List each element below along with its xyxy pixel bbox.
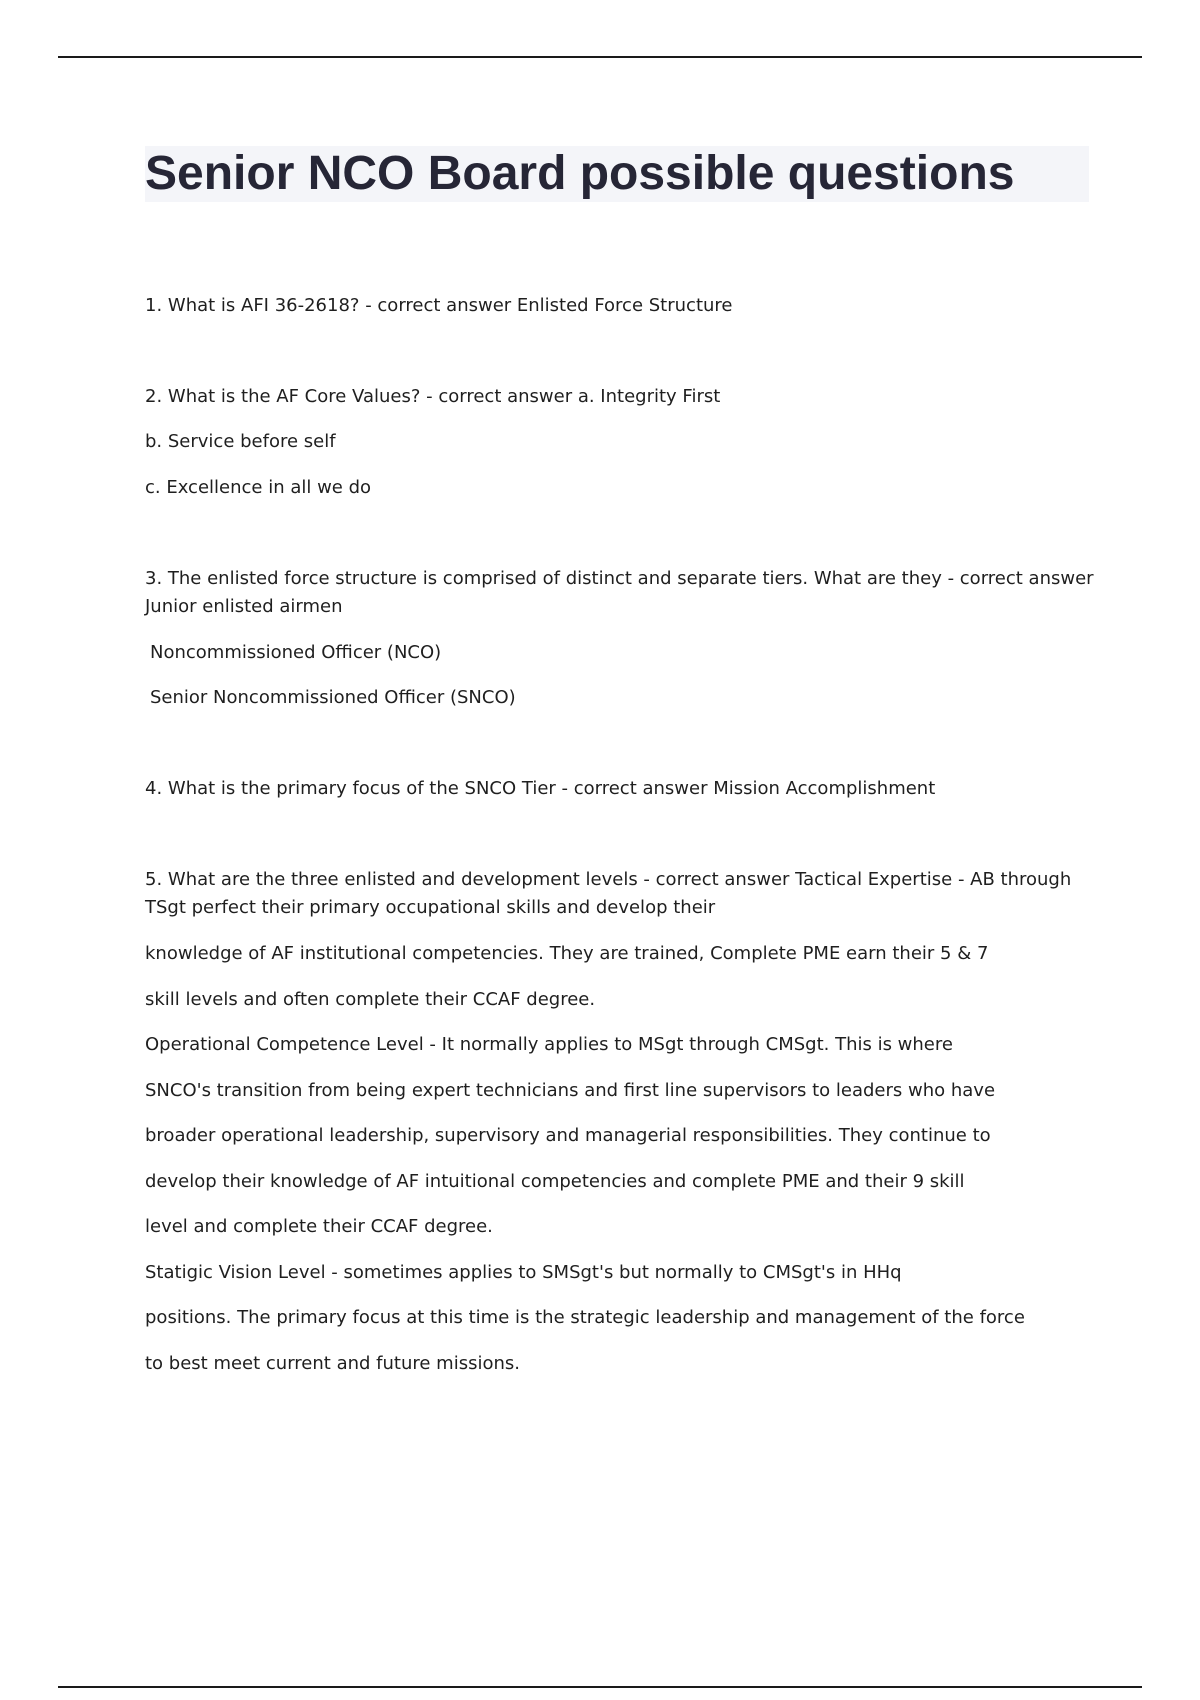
question-2-answer-c: c. Excellence in all we do	[145, 477, 372, 498]
question-4-line: 4. What is the primary focus of the SNCO Tier - correct answer Mission Accomplishment	[145, 778, 936, 799]
question-2-answer-b: b. Service before self	[145, 431, 336, 452]
question-5-text: level and complete their CCAF degree.	[145, 1216, 493, 1237]
question-5-text: knowledge of AF institutional competencies. They are trained, Complete PME earn their 5 & 7	[145, 943, 989, 964]
question-5-text: to best meet current and future missions.	[145, 1353, 520, 1374]
document-title: Senior NCO Board possible questions	[145, 147, 1015, 200]
bottom-rule	[58, 1686, 1142, 1688]
question-5-line: 5. What are the three enlisted and development levels - correct answer Tactical Expertise - AB through TSgt perfect their primary occupational skills and develop their	[145, 869, 1072, 918]
question-3-line: 3. The enlisted force structure is comprised of distinct and separate tiers. What are they - correct answer Junior enlisted airmen	[145, 568, 1094, 617]
question-5-text: positions. The primary focus at this time is the strategic leadership and management of the force	[145, 1307, 1025, 1328]
top-rule	[58, 56, 1142, 58]
question-2-line: 2. What is the AF Core Values? - correct answer a. Integrity First	[145, 386, 721, 407]
question-5-text: Statigic Vision Level - sometimes applies to SMSgt's but normally to CMSgt's in HHq	[145, 1262, 902, 1283]
question-5-text: SNCO's transition from being expert technicians and first line supervisors to leaders who have	[145, 1080, 996, 1101]
question-5-text: develop their knowledge of AF intuitional competencies and complete PME and their 9 skill	[145, 1171, 965, 1192]
question-5-text: broader operational leadership, supervisory and managerial responsibilities. They continue to	[145, 1125, 991, 1146]
question-1-line: 1. What is AFI 36-2618? - correct answer Enlisted Force Structure	[145, 295, 733, 316]
question-3-answer-snco: Senior Noncommissioned Officer (SNCO)	[150, 687, 516, 708]
question-5-text: Operational Competence Level - It normally applies to MSgt through CMSgt. This is where	[145, 1034, 953, 1055]
question-3-answer-nco: Noncommissioned Officer (NCO)	[150, 642, 442, 663]
question-5-text: skill levels and often complete their CCAF degree.	[145, 989, 596, 1010]
